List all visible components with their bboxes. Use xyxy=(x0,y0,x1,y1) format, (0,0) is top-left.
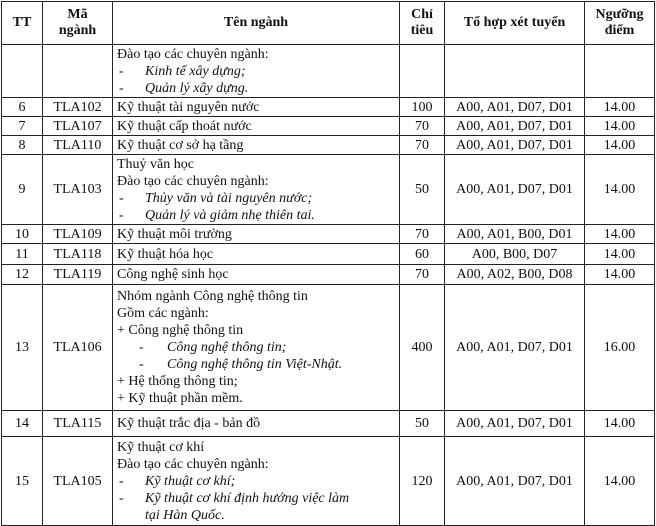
major-name: Kỹ thuật cơ khí xyxy=(117,439,205,455)
header-code: Mã ngành xyxy=(43,2,113,45)
row-number: 12 xyxy=(2,265,43,285)
row-number: 15 xyxy=(2,437,43,526)
cutoff-score: 14.00 xyxy=(585,244,655,265)
quota: 70 xyxy=(400,136,445,155)
subject-combo: A00, A01, B00, D01 xyxy=(445,225,585,244)
cutoff-score: 14.00 xyxy=(585,265,655,285)
row-number: 13 xyxy=(2,285,43,411)
major-name: Thuỷ văn học xyxy=(117,156,194,172)
specialization: Kinh tế xây dựng; xyxy=(145,63,246,79)
quota: 120 xyxy=(400,437,445,526)
specialization: Công nghệ thông tin Việt-Nhật. xyxy=(167,357,343,372)
specialization: Quản lý và giảm nhẹ thiên tai. xyxy=(145,207,315,223)
table-row xyxy=(2,411,655,437)
major-line: Đào tạo các chuyên ngành: xyxy=(117,456,269,472)
major-name: Kỹ thuật môi trường xyxy=(113,225,400,244)
major-line: Đào tạo các chuyên ngành: xyxy=(117,173,269,189)
subject-combo: A00, A01, D07, D01 xyxy=(445,117,585,136)
table-row xyxy=(2,244,655,265)
major-code: TLA119 xyxy=(43,265,113,285)
row-number: 10 xyxy=(2,225,43,244)
major-line: + Kỹ thuật phần mềm. xyxy=(117,391,243,406)
subject-combo: A00, A01, D07, D01 xyxy=(445,411,585,437)
major-code: TLA109 xyxy=(43,225,113,244)
row-number: 6 xyxy=(2,98,43,117)
major-code: TLA103 xyxy=(43,155,113,225)
major-name: Kỹ thuật cấp thoát nước xyxy=(113,117,400,136)
cutoff-score: 14.00 xyxy=(585,225,655,244)
specialization-continued: tại Hàn Quốc. xyxy=(145,507,225,523)
specialization: Kỹ thuật cơ khí; xyxy=(145,473,236,489)
quota: 50 xyxy=(400,155,445,225)
header-quota: Chỉ tiêu xyxy=(400,2,445,45)
quota: 60 xyxy=(400,244,445,265)
table-row: Đào tạo các chuyên ngành: - Kinh tế xây dựng; - Quản lý xây dựng. xyxy=(2,45,655,98)
major-name: Nhóm ngành Công nghệ thông tin xyxy=(117,289,308,304)
major-line: Gồm các ngành: xyxy=(117,306,209,321)
table-row xyxy=(2,98,655,117)
cutoff-score: 14.00 xyxy=(585,136,655,155)
table-row: 15 TLA105 Kỹ thuật cơ khí Đào tạo các chuyên ngành: - Kỹ thuật cơ khí; - Kỹ thuật cơ khí định hướng việc làm tại Hàn Quốc. 120 A00, A01, D07, D01 14.00 xyxy=(2,437,655,526)
quota: 70 xyxy=(400,117,445,136)
major-name: Kỹ thuật trắc địa - bản đồ xyxy=(113,411,400,437)
row-number: 8 xyxy=(2,136,43,155)
cutoff-score: 14.00 xyxy=(585,155,655,225)
subject-combo: A00, A01, D07, D01 xyxy=(445,437,585,526)
subject-combo: A00, A01, D07, D01 xyxy=(445,136,585,155)
table-row: 9 TLA103 Thuỷ văn học Đào tạo các chuyên ngành: - Thủy văn và tài nguyên nước; - Quản lý và giảm nhẹ thiên tai. 50 A00, A01, D07, D01 14.00 xyxy=(2,155,655,225)
cutoff-score: 14.00 xyxy=(585,437,655,526)
quota: 70 xyxy=(400,265,445,285)
table-row: 13 TLA106 Nhóm ngành Công nghệ thông tin Gồm các ngành: + Công nghệ thông tin - Công nghệ thông tin; - Công nghệ thông tin Việt-Nhật. + Hệ thống thông tin; + Kỹ thuật phần mềm. 400 A00, A01, D07, D01 16.00 xyxy=(2,285,655,411)
subject-combo: A00, A01, D07, D01 xyxy=(445,98,585,117)
subject-combo: A00, A01, D07, D01 xyxy=(445,285,585,411)
cutoff-score: 14.00 xyxy=(585,117,655,136)
specialization: Kỹ thuật cơ khí định hướng việc làm xyxy=(145,490,350,506)
cutoff-score: 16.00 xyxy=(585,285,655,411)
major-code: TLA105 xyxy=(43,437,113,526)
major-name: Kỹ thuật hóa học xyxy=(113,244,400,265)
major-code: TLA107 xyxy=(43,117,113,136)
cutoff-score: 14.00 xyxy=(585,411,655,437)
specialization: Quản lý xây dựng. xyxy=(145,80,249,96)
quota: 400 xyxy=(400,285,445,411)
major-code: TLA102 xyxy=(43,98,113,117)
specialization: Thủy văn và tài nguyên nước; xyxy=(145,190,313,206)
major-code: TLA110 xyxy=(43,136,113,155)
row-number: 11 xyxy=(2,244,43,265)
major-name: Công nghệ sinh học xyxy=(113,265,400,285)
cutoff-score: 14.00 xyxy=(585,98,655,117)
major-name: Kỹ thuật cơ sở hạ tầng xyxy=(113,136,400,155)
major-line: + Hệ thống thông tin; xyxy=(117,374,238,389)
subject-combo: A00, A02, B00, D08 xyxy=(445,265,585,285)
header-combo: Tổ hợp xét tuyển xyxy=(445,2,585,45)
specialization: Công nghệ thông tin; xyxy=(167,340,287,355)
major-code: TLA118 xyxy=(43,244,113,265)
subject-combo: A00, A01, D07, D01 xyxy=(445,155,585,225)
admission-table xyxy=(1,1,655,526)
table-row xyxy=(2,265,655,285)
major-code: TLA115 xyxy=(43,411,113,437)
header-tt: TT xyxy=(2,2,43,45)
row-number: 9 xyxy=(2,155,43,225)
quota: 70 xyxy=(400,225,445,244)
header-name: Tên ngành xyxy=(113,2,400,45)
row-number: 7 xyxy=(2,117,43,136)
table-row xyxy=(2,225,655,244)
quota: 100 xyxy=(400,98,445,117)
header-cutoff: Ngưỡng điểm xyxy=(585,2,655,45)
table-row xyxy=(2,117,655,136)
major-line: + Công nghệ thông tin xyxy=(117,323,244,338)
major-code: TLA106 xyxy=(43,285,113,411)
row-number: 14 xyxy=(2,411,43,437)
subject-combo: A00, B00, D07 xyxy=(445,244,585,265)
header-row xyxy=(2,2,655,45)
quota: 50 xyxy=(400,411,445,437)
major-name: Kỹ thuật tài nguyên nước xyxy=(113,98,400,117)
table-row xyxy=(2,136,655,155)
major-line: Đào tạo các chuyên ngành: xyxy=(117,46,269,62)
